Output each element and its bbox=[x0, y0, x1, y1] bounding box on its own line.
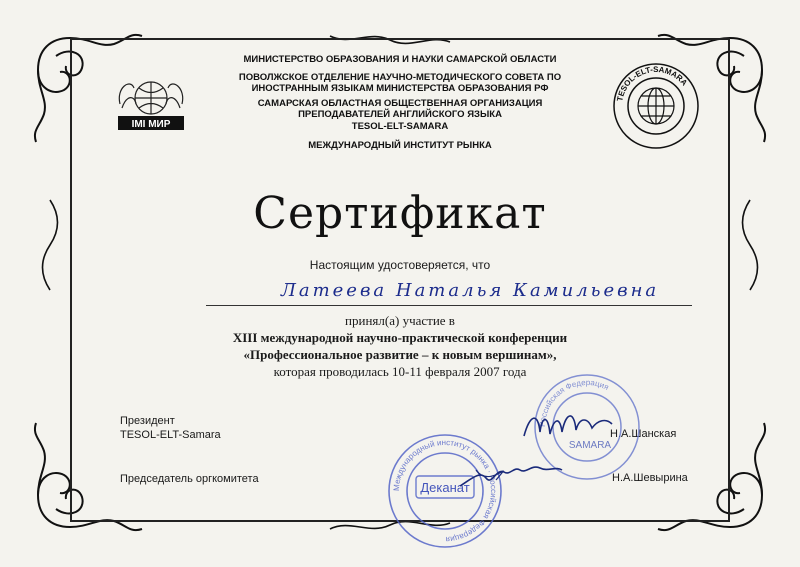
imi-logo-text: IMI МИР bbox=[131, 119, 171, 130]
header-org-1: САМАРСКАЯ ОБЛАСТНАЯ ОБЩЕСТВЕННАЯ ОРГАНИЗАЦИЯ bbox=[257, 97, 543, 109]
header-org-2: ПРЕПОДАВАТЕЛЕЙ АНГЛИЙСКОГО ЯЗЫКА bbox=[298, 109, 502, 120]
president-label bbox=[120, 414, 221, 442]
president-name: Н.А.Шанская bbox=[610, 428, 677, 440]
conference-title: «Профессиональное развитие – к новым вершинам», bbox=[243, 347, 557, 362]
header-org-3: TESOL-ELT-SAMARA bbox=[351, 120, 449, 132]
tesol-ring-text: TESOL-ELT-SAMARA bbox=[615, 64, 690, 103]
header-council-1: ПОВОЛЖСКОЕ ОТДЕЛЕНИЕ НАУЧНО-МЕТОДИЧЕСКОГО СОВЕТА ПО bbox=[238, 71, 562, 83]
header-ministry: МИНИСТЕРСТВО ОБРАЗОВАНИЯ И НАУКИ САМАРСКОЙ ОБЛАСТИ bbox=[243, 54, 557, 65]
conference-date: которая проводилась 10-11 февраля 2007 года bbox=[273, 364, 527, 379]
conference-line: XIII международной научно-практической конференции bbox=[232, 330, 568, 345]
deanery-stamp-center: Деканат bbox=[420, 480, 470, 495]
chair-signature-icon bbox=[456, 450, 566, 494]
certify-text: Настоящим удостоверяется, что bbox=[309, 258, 491, 272]
president-org: TESOL-ELT-Samara bbox=[120, 429, 221, 441]
tesol-logo-icon bbox=[612, 62, 700, 150]
imi-logo-icon bbox=[112, 74, 190, 134]
certificate-title: Сертификат bbox=[253, 188, 547, 239]
president-signature-icon bbox=[520, 406, 616, 446]
samara-stamp-ring-text: Российская Федерация bbox=[537, 377, 611, 428]
header-institute: МЕЖДУНАРОДНЫЙ ИНСТИТУТ РЫНКА bbox=[308, 140, 492, 151]
chair-label: Председатель оргкомитета bbox=[120, 473, 259, 485]
recipient-name: Латеева Наталья Камильевна bbox=[280, 280, 660, 301]
samara-stamp-center: SAMARA bbox=[568, 440, 612, 451]
chair-name: Н.А.Шевырина bbox=[612, 472, 688, 484]
deanery-stamp-ring-text: Международный институт рынка · Российская Федерация bbox=[391, 437, 499, 545]
participation-line: принял(а) участие в bbox=[345, 313, 455, 328]
body-text bbox=[150, 312, 650, 380]
header-council-2: ИНОСТРАННЫМ ЯЗЫКАМ МИНИСТЕРСТВА ОБРАЗОВАНИЯ РФ bbox=[251, 83, 549, 94]
header-block bbox=[190, 54, 610, 152]
name-underline bbox=[206, 305, 692, 306]
president-title: Президент bbox=[120, 415, 175, 427]
